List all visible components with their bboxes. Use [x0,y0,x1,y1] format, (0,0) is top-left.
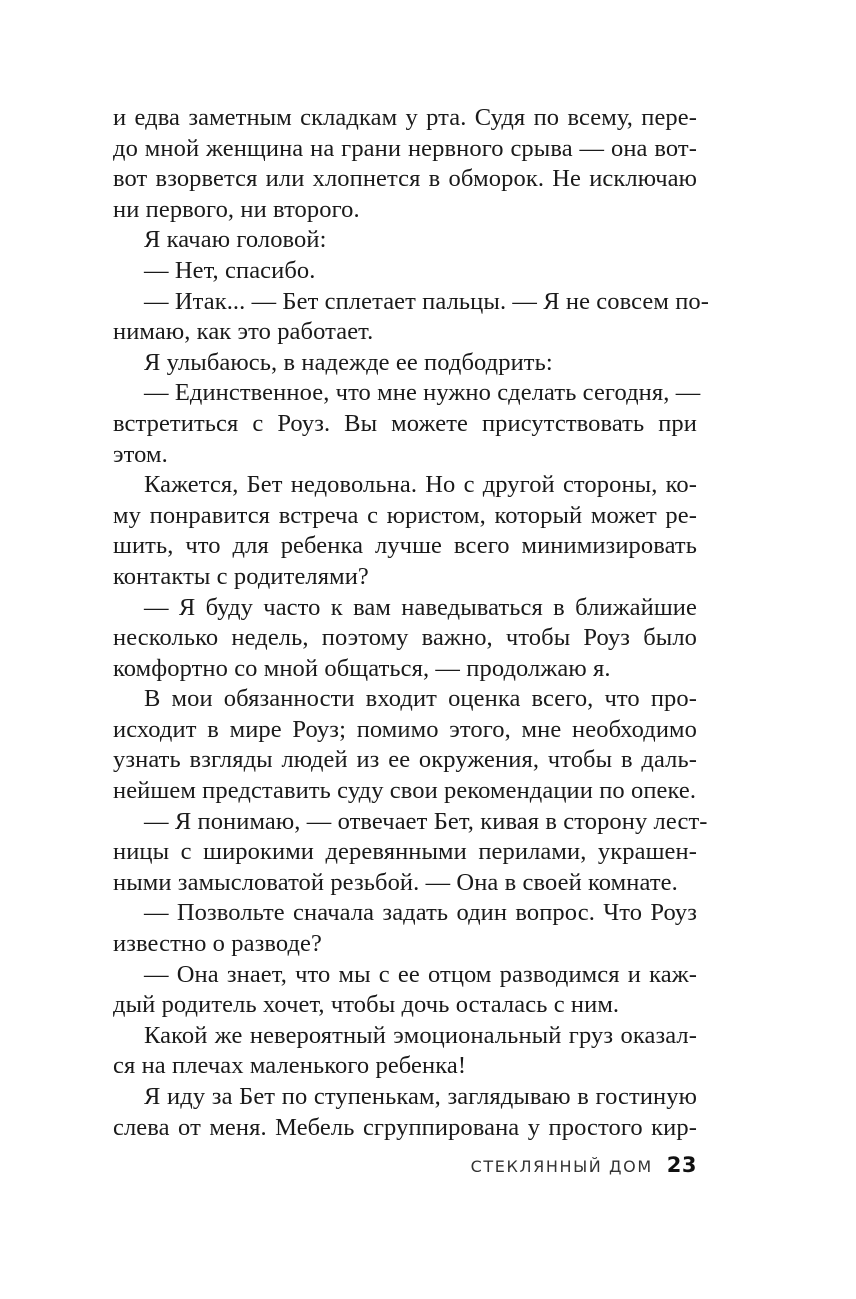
text-line: встретиться с Роуз. Вы можете присутствовать при [113,409,697,437]
text-line: несколько недель, поэтому важно, чтобы Роуз было [113,624,697,652]
text-line: нимаю, как это работает. [113,318,374,346]
text-line: шить, что для ребенка лучше всего минимизировать [113,532,697,560]
text-line: контакты с родителями? [113,562,369,590]
page-footer [471,1153,697,1183]
text-line: Кажется, Бет недовольна. Но с другой стороны, ко- [144,471,697,499]
page-text [113,103,710,1143]
text-line: ся на плечах маленького ребенка! [113,1052,467,1080]
text-line: Я иду за Бет по ступенькам, заглядываю в гостиную [144,1083,697,1110]
text-line: ницы с широкими деревянными перилами, украшен- [113,838,697,866]
text-line: до мной женщина на грани нервного срыва — она вот- [113,134,697,162]
text-line: этом. [113,440,168,468]
text-line: Я качаю головой: [144,226,327,254]
text-line: — Я понимаю, — отвечает Бет, кивая в сторону лест- [144,807,708,835]
text-line: слева от меня. Мебель сгруппирована у простого кир- [113,1113,697,1141]
text-line: вот взорвется или хлопнется в обморок. Не исключаю [113,165,697,193]
text-line: узнать взгляды людей из ее окружения, чтобы в даль- [113,746,697,774]
text-line: известно о разводе? [113,930,323,958]
text-line: — Итак... — Бет сплетает пальцы. — Я не совсем по- [144,287,710,315]
text-line: ни первого, ни второго. [113,195,360,223]
text-line: ными замысловатой резьбой. — Она в своей комнате. [113,868,678,896]
text-line: Какой же невероятный эмоциональный груз оказал- [144,1021,697,1049]
text-line: дый родитель хочет, чтобы дочь осталась с ним. [113,991,620,1019]
text-line: — Я буду часто к вам наведываться в ближайшие [144,593,697,621]
text-line: комфортно со мной общаться, — продолжаю я. [113,654,611,682]
text-line: В мои обязанности входит оценка всего, что про- [144,685,697,713]
text-line: — Она знает, что мы с ее отцом разводимся и каж- [144,960,697,988]
page-number: 23 [666,1153,697,1177]
text-line: исходит в мире Роуз; помимо этого, мне необходимо [113,715,697,743]
text-line: — Нет, спасибо. [144,256,316,284]
text-line: и едва заметным складкам у рта. Судя по всему, пере- [113,104,697,131]
text-line: му понравится встреча с юристом, который может ре- [113,501,697,529]
text-line: — Позвольте сначала задать один вопрос. Что Роуз [144,899,697,927]
text-line: — Единственное, что мне нужно сделать сегодня, — [144,379,701,407]
text-line: нейшем представить суду свои рекомендации по опеке. [113,777,697,805]
text-line: Я улыбаюсь, в надежде ее подбодрить: [144,348,553,376]
running-title: СТЕКЛЯННЫЙ ДОМ [470,1157,653,1176]
